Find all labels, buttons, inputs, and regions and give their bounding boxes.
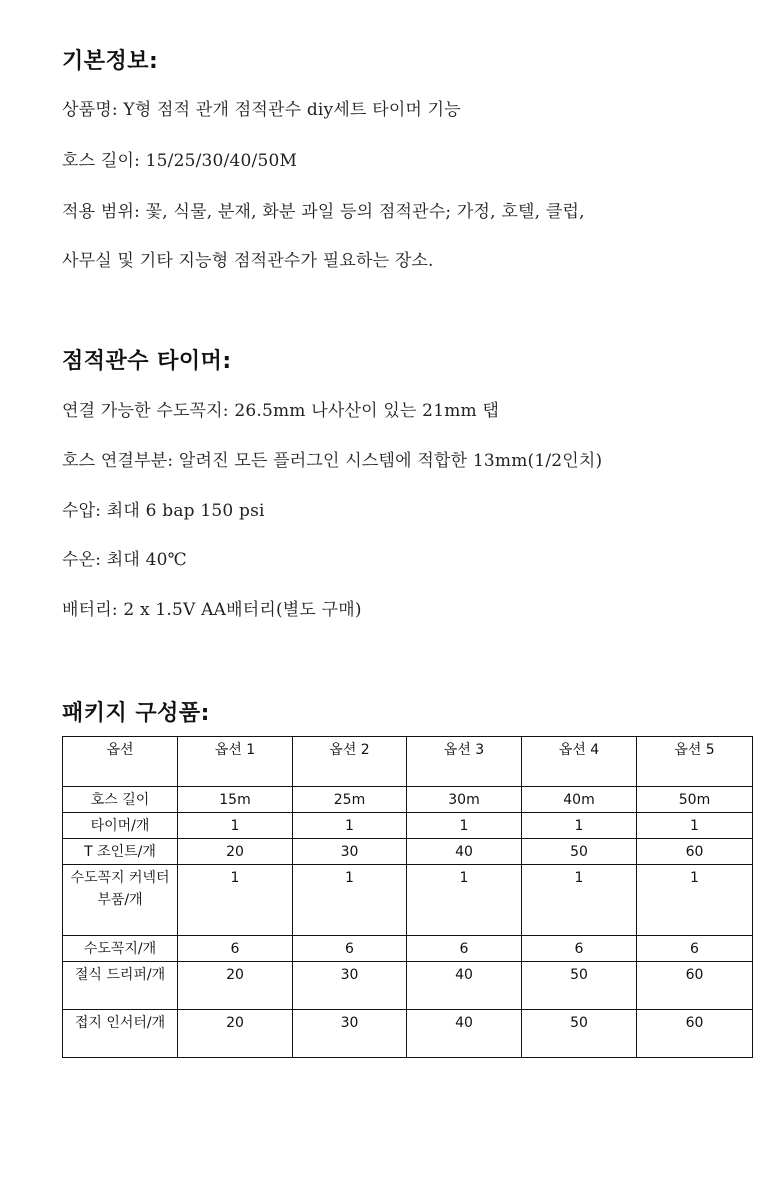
table-cell: 50 <box>522 839 637 865</box>
table-cell: 1 <box>637 865 753 936</box>
table-cell: 1 <box>293 813 407 839</box>
table-row <box>63 839 753 865</box>
product-name-line: 상품명: Y형 점적 관개 점적관수 diy세트 타이머 기능 <box>62 100 461 120</box>
table-row <box>63 865 753 936</box>
row-label-cell: 호스 길이 <box>63 787 178 813</box>
row-label-cell: 타이머/개 <box>63 813 178 839</box>
table-cell: 40 <box>407 962 522 1010</box>
table-cell: 1 <box>178 813 293 839</box>
table-row <box>63 962 753 1010</box>
table-cell: 60 <box>637 1010 753 1058</box>
table-cell: 60 <box>637 839 753 865</box>
table-cell: 30 <box>293 839 407 865</box>
table-row <box>63 787 753 813</box>
table-cell: 1 <box>178 865 293 936</box>
table-cell: 6 <box>407 936 522 962</box>
table-cell: 40m <box>522 787 637 813</box>
table-cell: 15m <box>178 787 293 813</box>
table-cell: 1 <box>407 813 522 839</box>
row-label-cell: 절식 드리퍼/개 <box>63 962 178 1010</box>
header-cell-option-2: 옵션 2 <box>293 737 407 787</box>
table-cell: 6 <box>637 936 753 962</box>
table-cell: 1 <box>637 813 753 839</box>
header-cell-option-1: 옵션 1 <box>178 737 293 787</box>
table-cell: 20 <box>178 839 293 865</box>
table-cell: 6 <box>178 936 293 962</box>
table-row <box>63 1010 753 1058</box>
table-cell: 20 <box>178 962 293 1010</box>
table-cell: 20 <box>178 1010 293 1058</box>
water-pressure-line: 수압: 최대 6 bap 150 psi <box>62 501 265 521</box>
faucet-connection-line: 연결 가능한 수도꼭지: 26.5mm 나사산이 있는 21mm 탭 <box>62 401 500 421</box>
table-cell: 1 <box>407 865 522 936</box>
basic-info-heading: 기본정보: <box>62 49 159 74</box>
row-label-cell: 수도꼭지/개 <box>63 936 178 962</box>
header-cell-option: 옵션 <box>63 737 178 787</box>
package-contents-table <box>62 736 753 1058</box>
table-cell: 50 <box>522 1010 637 1058</box>
water-temperature-line: 수온: 최대 40℃ <box>62 550 187 570</box>
table-header-row <box>63 737 753 787</box>
package-heading: 패키지 구성품: <box>62 701 210 726</box>
header-cell-option-4: 옵션 4 <box>522 737 637 787</box>
table-cell: 40 <box>407 839 522 865</box>
row-label-cell: T 조인트/개 <box>63 839 178 865</box>
table-cell: 1 <box>293 865 407 936</box>
usage-scope-line-continued: 사무실 및 기타 지능형 점적관수가 필요하는 장소. <box>62 251 434 271</box>
row-label-cell: 수도꼭지 커넥터 부품/개 <box>63 865 178 936</box>
usage-scope-line: 적용 범위: 꽃, 식물, 분재, 화분 과일 등의 점적관수; 가정, 호텔, 클럽, <box>62 202 585 222</box>
table-cell: 30m <box>407 787 522 813</box>
table-row <box>63 813 753 839</box>
table-cell: 6 <box>293 936 407 962</box>
table-cell: 50m <box>637 787 753 813</box>
table-cell: 40 <box>407 1010 522 1058</box>
table-cell: 50 <box>522 962 637 1010</box>
header-cell-option-3: 옵션 3 <box>407 737 522 787</box>
table-cell: 25m <box>293 787 407 813</box>
table-cell: 30 <box>293 1010 407 1058</box>
battery-line: 배터리: 2 x 1.5V AA배터리(별도 구매) <box>62 600 362 620</box>
table-row <box>63 936 753 962</box>
table-cell: 30 <box>293 962 407 1010</box>
header-cell-option-5: 옵션 5 <box>637 737 753 787</box>
table-cell: 1 <box>522 813 637 839</box>
table-cell: 60 <box>637 962 753 1010</box>
table-cell: 6 <box>522 936 637 962</box>
table-cell: 1 <box>522 865 637 936</box>
row-label-cell: 접지 인서터/개 <box>63 1010 178 1058</box>
hose-length-line: 호스 길이: 15/25/30/40/50M <box>62 151 298 171</box>
timer-heading: 점적관수 타이머: <box>62 349 232 374</box>
hose-connection-line: 호스 연결부분: 알려진 모든 플러그인 시스템에 적합한 13mm(1/2인치) <box>62 451 603 471</box>
